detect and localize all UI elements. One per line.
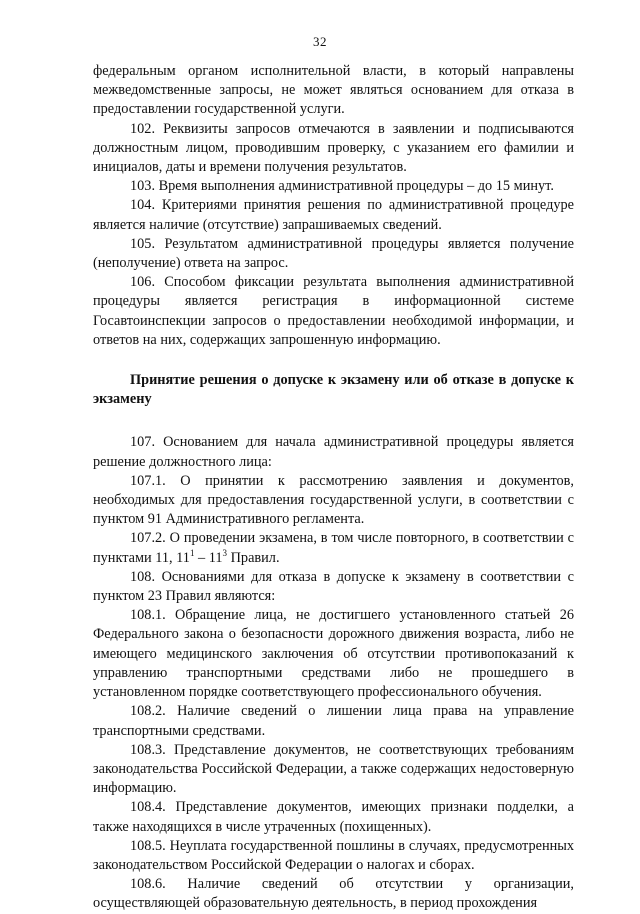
paragraph-continuation: федеральным органом исполнительной власти, в который направлены межведомственные запросы, не может являться основанием для отказа в предоставлении государственной услуги.	[93, 63, 574, 118]
paragraph-108: 108. Основаниями для отказа в допуске к экзамену в соответствии с пунктом 23 Правил являются:	[93, 568, 574, 605]
paragraph-105: 105. Результатом административной процедуры является получение (неполучение) ответа на запрос.	[93, 235, 574, 272]
paragraph-103: 103. Время выполнения административной процедуры – до 15 минут.	[130, 178, 554, 195]
paragraph-108-5: 108.5. Неуплата государственной пошлины в случаях, предусмотренных законодательством Российской Федерации о налогах и сборах.	[93, 837, 574, 873]
paragraph-107-2-text-b: – 11	[194, 549, 223, 566]
section-heading: Принятие решения о допуске к экзамену или об отказе в допуске к экзамену	[93, 372, 574, 408]
page-number: 32	[313, 34, 327, 49]
paragraph-107-2	[93, 529, 574, 567]
paragraph-104: 104. Критериями принятия решения по административной процедуре является наличие (отсутствие) запрашиваемых сведений.	[93, 197, 574, 233]
paragraph-108-3: 108.3. Представление документов, не соответствующих требованиям законодательства Российской Федерации, а также содержащих недостоверную информацию.	[93, 741, 574, 797]
paragraph-107-2-text-c: Правил.	[227, 549, 280, 566]
document-body	[93, 62, 574, 914]
paragraph-108-2: 108.2. Наличие сведений о лишении лица права на управление транспортными средствами.	[93, 703, 574, 739]
paragraph-102: 102. Реквизиты запросов отмечаются в заявлении и подписываются должностным лицом, проводившим проверку, с указанием его фамилии и инициалов, даты и времени получения результатов.	[93, 120, 574, 176]
superscript-1: 1	[189, 547, 195, 558]
paragraph-107-1: 107.1. О принятии к рассмотрению заявления и документов, необходимых для предоставления государственной услуги, в соответствии с пунктом 91 Административного регламента.	[93, 472, 574, 528]
paragraph-108-6: 108.6. Наличие сведений об отсутствии у организации, осуществляющей образовательную деятельность, в период прохождения	[93, 876, 574, 912]
paragraph-106: 106. Способом фиксации результата выполнения административной процедуры является регистрация в информационной системе Госавтоинспекции запросов о предоставлении необходимой информации, и ответов на них, содержащих запрошенную информацию.	[93, 274, 574, 348]
paragraph-108-4: 108.4. Представление документов, имеющих признаки подделки, а также находящихся в числе утраченных (похищенных).	[93, 799, 574, 835]
superscript-3: 3	[222, 547, 228, 558]
paragraph-108-1: 108.1. Обращение лица, не достигшего установленного статьей 26 Федерального закона о безопасности дорожного движения возраста, либо не имеющего медицинского заключения об отсутствии противопоказаний к управлению транспортными средствами либо не прошедшего в установленном порядке соответствующего профессионального обучения.	[93, 607, 574, 701]
paragraph-107-2-text-a: 107.2. О проведении экзамена, в том числе повторного, в соответствии с пунктами 11, 11	[93, 530, 574, 566]
paragraph-107: 107. Основанием для начала административной процедуры является решение должностного лица:	[93, 434, 574, 470]
